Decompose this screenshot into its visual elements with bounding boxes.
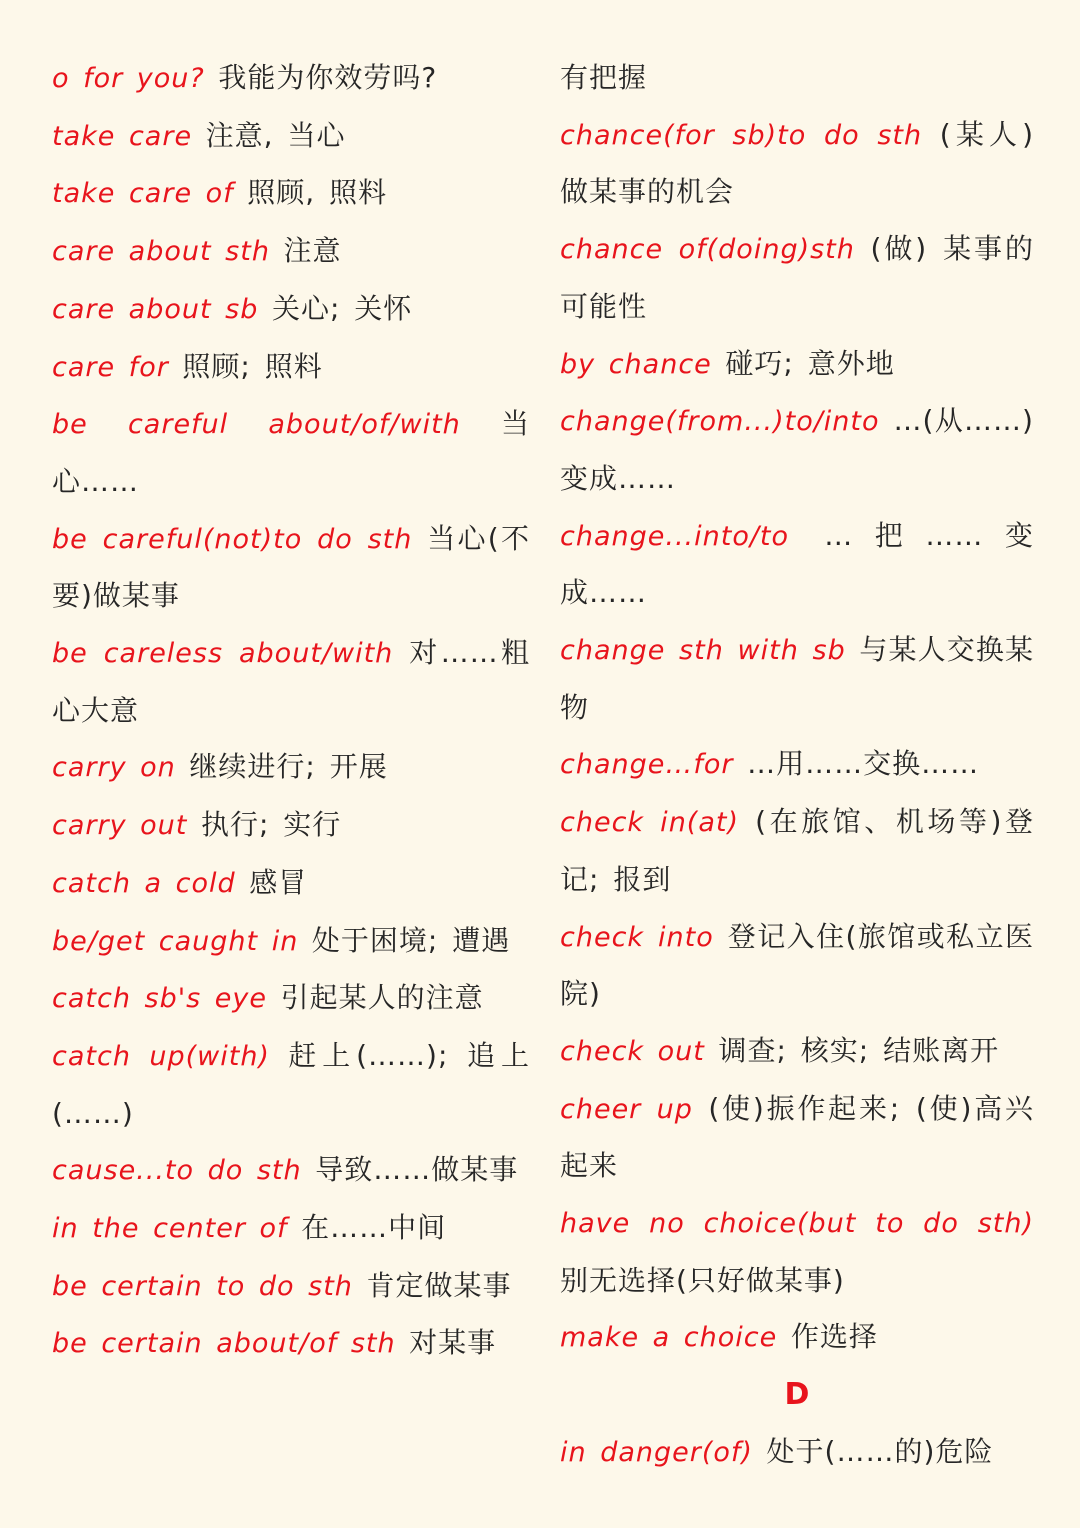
chinese-meaning: 作选择 xyxy=(790,1320,878,1354)
chinese-meaning: …把……变成…… xyxy=(560,518,1034,610)
phrase-entry xyxy=(560,508,1034,622)
chinese-meaning: 导致……做某事 xyxy=(315,1153,519,1187)
phrase-entry xyxy=(52,1200,530,1258)
chinese-meaning: 赶上(……); 追上(……) xyxy=(52,1038,530,1130)
english-phrase: cheer up xyxy=(560,1093,709,1125)
chinese-meaning: 注意, 当心 xyxy=(205,118,346,152)
english-phrase: change…for xyxy=(560,749,748,781)
chinese-meaning: 登记入住(旅馆或私立医院) xyxy=(560,919,1034,1011)
phrase-entry xyxy=(560,1309,1034,1367)
chinese-meaning: 执行; 实行 xyxy=(200,808,342,842)
chinese-meaning: 碰巧; 意外地 xyxy=(725,346,895,380)
phrase-entry xyxy=(52,396,530,510)
phrase-entry xyxy=(52,339,530,397)
chinese-meaning: 当心(不要)做某事 xyxy=(52,521,530,613)
english-phrase: change...into/to xyxy=(560,520,825,552)
english-phrase: cause...to do sth xyxy=(52,1155,316,1187)
chinese-meaning: 对……粗心大意 xyxy=(52,636,530,727)
chinese-meaning: (做) 某事的可能性 xyxy=(560,232,1034,323)
phrase-entry xyxy=(52,1028,530,1142)
chinese-meaning: 处于困境; 遭遇 xyxy=(311,923,511,957)
english-phrase: have no choice(but to do sth) xyxy=(560,1208,1034,1240)
phrase-entry xyxy=(52,223,530,281)
chinese-meaning: 在……中间 xyxy=(301,1211,447,1245)
chinese-meaning: (在旅馆、机场等)登记; 报到 xyxy=(560,805,1034,896)
left-column xyxy=(52,50,530,1373)
english-phrase: chance(for sb)to do sth xyxy=(560,119,940,151)
phrase-entry xyxy=(560,1023,1034,1081)
english-phrase: care about sb xyxy=(52,293,272,325)
phrase-entry xyxy=(52,165,530,223)
english-phrase: be certain about/of sth xyxy=(52,1328,410,1360)
chinese-meaning: (某人)做某事的机会 xyxy=(560,117,1034,209)
chinese-meaning: 与某人交换某物 xyxy=(560,633,1034,724)
phrase-entry xyxy=(52,511,530,625)
english-phrase: chance of(doing)sth xyxy=(560,234,871,266)
phrase-entry xyxy=(52,913,530,971)
phrase-entry xyxy=(52,855,530,913)
phrase-entry xyxy=(52,108,530,166)
chinese-meaning: 照顾, 照料 xyxy=(247,176,388,210)
english-phrase: check in(at) xyxy=(560,807,756,839)
english-phrase: take care xyxy=(52,120,206,152)
english-phrase: o for you? xyxy=(52,63,219,94)
chinese-meaning: 照顾; 照料 xyxy=(182,349,323,383)
english-phrase: catch up(with) xyxy=(52,1040,289,1072)
phrase-entry xyxy=(560,1081,1034,1195)
phrase-entry xyxy=(560,622,1034,736)
chinese-meaning: 处于(……的)危险 xyxy=(766,1434,994,1468)
english-phrase: change(from...)to/into xyxy=(560,406,894,438)
phrase-entry xyxy=(560,794,1034,908)
chinese-meaning: 对某事 xyxy=(409,1326,497,1360)
section-letter-heading: D xyxy=(784,1377,810,1413)
phrase-entry xyxy=(560,221,1034,335)
english-phrase: carry out xyxy=(52,810,201,842)
phrase-entry xyxy=(560,1424,1034,1482)
right-column xyxy=(560,50,1034,1482)
chinese-meaning: …(从……)变成…… xyxy=(560,404,1034,495)
english-phrase: take care of xyxy=(52,178,248,210)
english-phrase: by chance xyxy=(560,348,726,380)
phrase-entry xyxy=(52,50,530,108)
phrase-entry xyxy=(560,1195,1034,1309)
phrase-entry xyxy=(52,625,530,739)
phrase-entry xyxy=(560,736,1034,794)
english-phrase: carry on xyxy=(52,752,190,784)
chinese-meaning: (使)振作起来; (使)高兴起来 xyxy=(560,1091,1034,1183)
english-phrase: in danger(of) xyxy=(560,1436,767,1468)
phrase-entry xyxy=(52,797,530,855)
chinese-meaning: 引起某人的注意 xyxy=(280,981,484,1015)
english-phrase: be careful about/of/with xyxy=(52,409,501,441)
phrase-entry xyxy=(52,281,530,339)
phrase-entry xyxy=(52,1315,530,1373)
chinese-meaning: 注意 xyxy=(283,234,342,268)
english-phrase: make a choice xyxy=(560,1322,791,1354)
chinese-meaning: 别无选择(只好做某事) xyxy=(560,1263,845,1297)
chinese-meaning: 感冒 xyxy=(249,865,308,899)
phrase-entry xyxy=(560,393,1034,507)
english-phrase: be careless about/with xyxy=(52,638,410,670)
chinese-meaning: 当心…… xyxy=(52,407,530,498)
phrase-entry xyxy=(52,739,530,797)
phrase-entry xyxy=(560,50,1034,107)
english-phrase: care about sth xyxy=(52,236,284,268)
phrase-entry xyxy=(560,909,1034,1023)
english-phrase: check into xyxy=(560,921,728,953)
chinese-meaning: 肯定做某事 xyxy=(366,1268,512,1302)
phrase-entry xyxy=(560,336,1034,394)
english-phrase: be certain to do sth xyxy=(52,1270,367,1302)
english-phrase: be/get caught in xyxy=(52,925,312,957)
chinese-meaning: …用……交换…… xyxy=(747,747,980,781)
english-phrase: catch sb's eye xyxy=(52,983,281,1015)
chinese-meaning: 有把握 xyxy=(560,61,648,94)
english-phrase: be careful(not)to do sth xyxy=(52,523,428,555)
chinese-meaning: 继续进行; 开展 xyxy=(189,750,388,784)
chinese-meaning: 我能为你效劳吗? xyxy=(218,61,438,94)
phrase-entry xyxy=(52,970,530,1028)
english-phrase: in the center of xyxy=(52,1213,302,1245)
phrase-entry xyxy=(52,1142,530,1200)
chinese-meaning: 关心; 关怀 xyxy=(271,291,413,325)
chinese-meaning: 调查; 核实; 结账离开 xyxy=(718,1033,1000,1067)
english-phrase: care for xyxy=(52,351,183,383)
phrase-entry xyxy=(52,1258,530,1316)
phrase-entry xyxy=(560,107,1034,221)
english-phrase: catch a cold xyxy=(52,867,250,899)
english-phrase: check out xyxy=(560,1035,719,1067)
english-phrase: change sth with sb xyxy=(560,635,860,667)
